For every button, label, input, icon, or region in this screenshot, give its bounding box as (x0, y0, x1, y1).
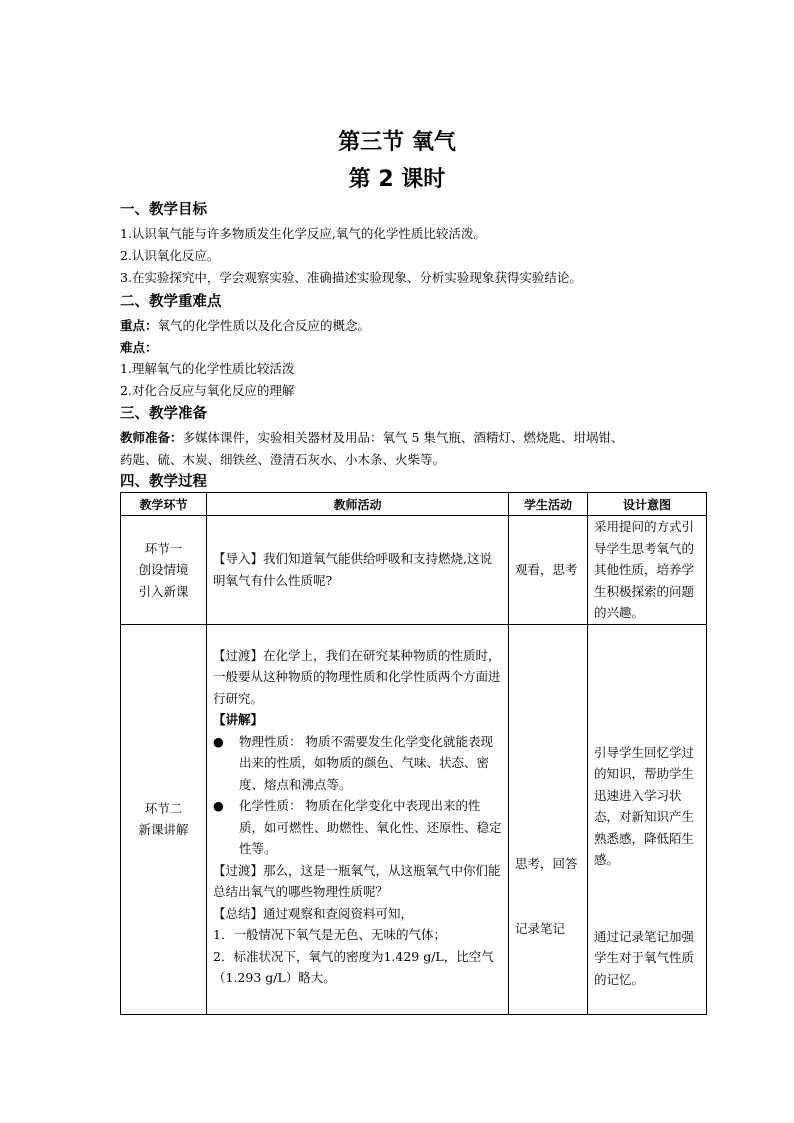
teacher-paragraph: 【过渡】那么，这是一瓶氧气，从这瓶氧气中你们能总结出氧气的哪些物理性质呢？ (213, 862, 501, 899)
table-header-row (121, 493, 707, 516)
difficult-label: 难点： (120, 340, 158, 355)
stage-line: 引入新课 (138, 583, 189, 599)
bullet-text: 物理性质： 物质不需要发生化学变化就能表现出来的性质，如物质的颜色、气味、状态、密度、熔点和沸点等。 (239, 733, 493, 792)
teacher-paragraph: 【讲解】 (213, 712, 264, 727)
student-text: 思考，回答 (515, 855, 578, 871)
teacher-paragraph: 【过渡】在化学上，我们在研究某种物质的性质时，一般要从这种物质的物理性质和化学性质两个方面进行研究。 (213, 647, 501, 706)
prep-line-1 (120, 428, 623, 446)
stage-line: 创设情境 (138, 562, 189, 577)
teacher-paragraph: 1．一般情况下氧气是无色、无味的气体； (213, 927, 446, 942)
student-activity-cell (509, 516, 588, 625)
table-row (121, 624, 707, 1014)
teacher-text: 【导入】我们知道氧气能供给呼吸和支持燃烧,这说明氧气有什么性质呢? (213, 551, 492, 588)
bullet-text: 化学性质： 物质在化学变化中表现出来的性质，如可燃性、助燃性、氧化性、还原性、稳定性等。 (239, 798, 502, 856)
student-activity-cell (509, 624, 588, 1014)
header-student: 学生活动 (509, 493, 588, 516)
table-row (121, 516, 707, 625)
difficult-item-2: 2.对化合反应与氧化反应的理解 (120, 383, 295, 398)
header-intent: 设计意图 (588, 493, 707, 516)
key-label: 重点： (120, 318, 158, 333)
difficult-item-1: 1.理解氧气的化学性质比较活泼 (120, 361, 295, 376)
goal-2: 2.认识氧化反应。 (120, 248, 220, 263)
teacher-activity-cell (207, 516, 509, 625)
prep-line-2: 药匙、硫、木炭、细铁丝、澄清石灰水、小木条、火柴等。 (120, 452, 446, 467)
student-text: 记录笔记 (515, 921, 566, 936)
stage-line: 环节一 (144, 540, 183, 556)
list-item (213, 731, 502, 796)
intent-text: 采用提问的方式引导学生思考氧气的其他性质，培养学生积极探索的问题的兴趣。 (594, 519, 695, 620)
key-text: 氧气的化学性质以及化合反应的概念。 (157, 318, 371, 333)
student-text: 观看，思考 (515, 562, 578, 577)
header-stage: 教学环节 (121, 493, 207, 516)
intent-text: 通过记录笔记加强学生对于氧气性质的记忆。 (594, 928, 695, 987)
bullet-icon: ● (213, 798, 224, 813)
key-point (120, 316, 370, 334)
header-teacher: 教师活动 (207, 493, 509, 516)
key-heading: 二、教学重难点 (120, 294, 222, 310)
intent-cell (588, 624, 707, 1014)
intent-text: 引导学生回忆学过的知识，帮助学生迅速进入学习状态，对新知识产生熟悉感，降低陌生感。 (594, 744, 695, 867)
process-heading: 四、教学过程 (120, 474, 207, 490)
page-title: 第三节 氧气 (338, 130, 456, 155)
goal-3: 3.在实验探究中，学会观察实验、准确描述实验现象、分析实验现象获得实验结论。 (120, 270, 582, 285)
stage-line: 新课讲解 (138, 822, 189, 837)
stage-cell (121, 516, 207, 625)
prep-text-1: 多媒体课件，实验相关器材及用品：氧气 5 集气瓶、酒精灯、燃烧匙、坩埚钳、 (182, 430, 624, 445)
teacher-paragraph: 2．标准状况下，氧气的密度为1.429 g/L，比空气（1.293 g/L）略大。 (213, 948, 494, 985)
bullet-icon: ● (213, 733, 224, 749)
teacher-paragraph: 【总结】通过观察和查阅资料可知， (213, 905, 414, 921)
list-item (213, 795, 502, 860)
teacher-activity-cell (207, 624, 509, 1014)
stage-cell (121, 624, 207, 1014)
stage-line: 环节二 (144, 800, 183, 816)
prep-heading: 三、教学准备 (120, 406, 207, 422)
prep-label: 教师准备： (120, 430, 183, 445)
page-subtitle: 第 2 课时 (348, 167, 446, 192)
process-table (120, 492, 707, 1015)
goals-heading: 一、教学目标 (120, 202, 207, 218)
goal-1: 1.认识氧气能与许多物质发生化学反应,氧气的化学性质比较活泼。 (120, 226, 486, 241)
intent-cell (588, 516, 707, 625)
